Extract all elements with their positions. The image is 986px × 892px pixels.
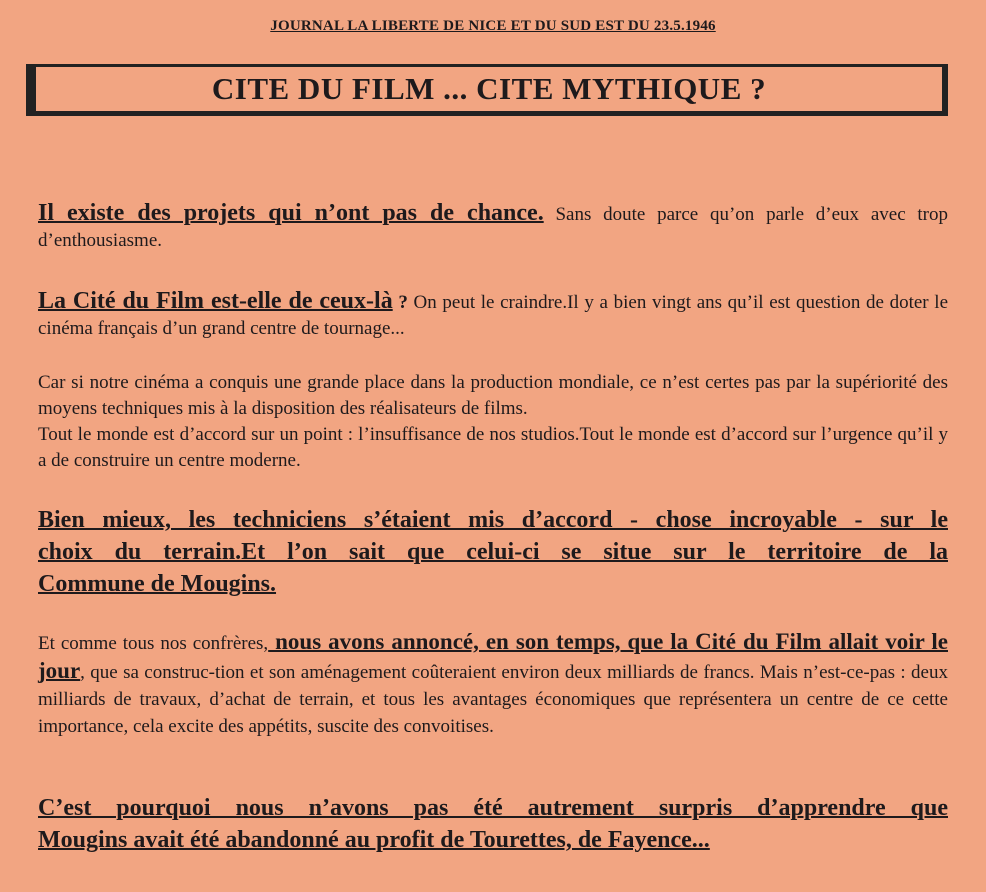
paragraph-6-line-1: C’est pourquoi nous n’avons pas été autrement surpris d’apprendre que: [38, 795, 948, 821]
paragraph-3: [38, 370, 948, 474]
paragraph-4-line-3: Commune de Mougins.: [38, 571, 277, 597]
paragraph-4-line-1: Bien mieux, les techniciens s’étaient mis d’accord - chose incroyable - sur le: [38, 507, 948, 533]
paragraph-1-lead: Il existe des projets qui n’ont pas de chance.: [38, 200, 544, 226]
newspaper-header: JOURNAL LA LIBERTE DE NICE ET DU SUD EST DU 23.5.1946: [270, 18, 716, 34]
paragraph-4: [38, 504, 948, 600]
paragraph-6: [38, 792, 948, 856]
paragraph-5-start: Et comme tous nos confrères,: [38, 633, 269, 654]
page-title: CITE DU FILM ... CITE MYTHIQUE ?: [211, 71, 767, 106]
paragraph-2: [38, 288, 948, 342]
paragraph-2-lead: La Cité du Film est-elle de ceux-là: [38, 288, 393, 314]
paragraph-3-text-2: Tout le monde est d’accord sur un point : l’insuffisance de nos studios.Tout le monde est d’accord sur l’urgence qu’il y a de construire un centre moderne.: [38, 424, 948, 471]
paragraph-5-rest: , que sa construc-tion et son aménagement coûteraient environ deux milliards de francs. Mais n’est-ce-pas : deux milliards de travaux, d’achat de terrain, et tous les avantages économiques que représentera un centre de ce cette importance, cela excite des appétits, suscite des convoitises.: [38, 662, 948, 737]
paragraph-2-text: On peut le craindre.Il y a bien vingt ans qu’il est question de doter le cinéma français d’un grand centre de tournage...: [38, 292, 949, 339]
paragraph-5: [38, 628, 948, 740]
paragraph-1-text: Sans doute parce qu’on parle d’eux avec trop d’enthousiasme.: [38, 204, 948, 251]
paragraph-3-text-1: Car si notre cinéma a conquis une grande place dans la production mondiale, ce n’est certes pas par la supériorité des moyens techniques mis à la disposition des réalisateurs de films.: [38, 372, 948, 419]
title-box: [26, 64, 948, 116]
paragraph-2-question: ?: [392, 292, 414, 313]
paragraph-4-line-2: choix du terrain.Et l’on sait que celui-ci se situe sur le territoire de la: [38, 539, 948, 565]
paragraph-1: [38, 200, 948, 254]
paragraph-5-bold: nous avons annoncé, en son temps, que la Cité du Film allait voir le jour: [38, 629, 948, 683]
paragraph-6-line-2: Mougins avait été abandonné au profit de Tourettes, de Fayence...: [38, 827, 710, 853]
